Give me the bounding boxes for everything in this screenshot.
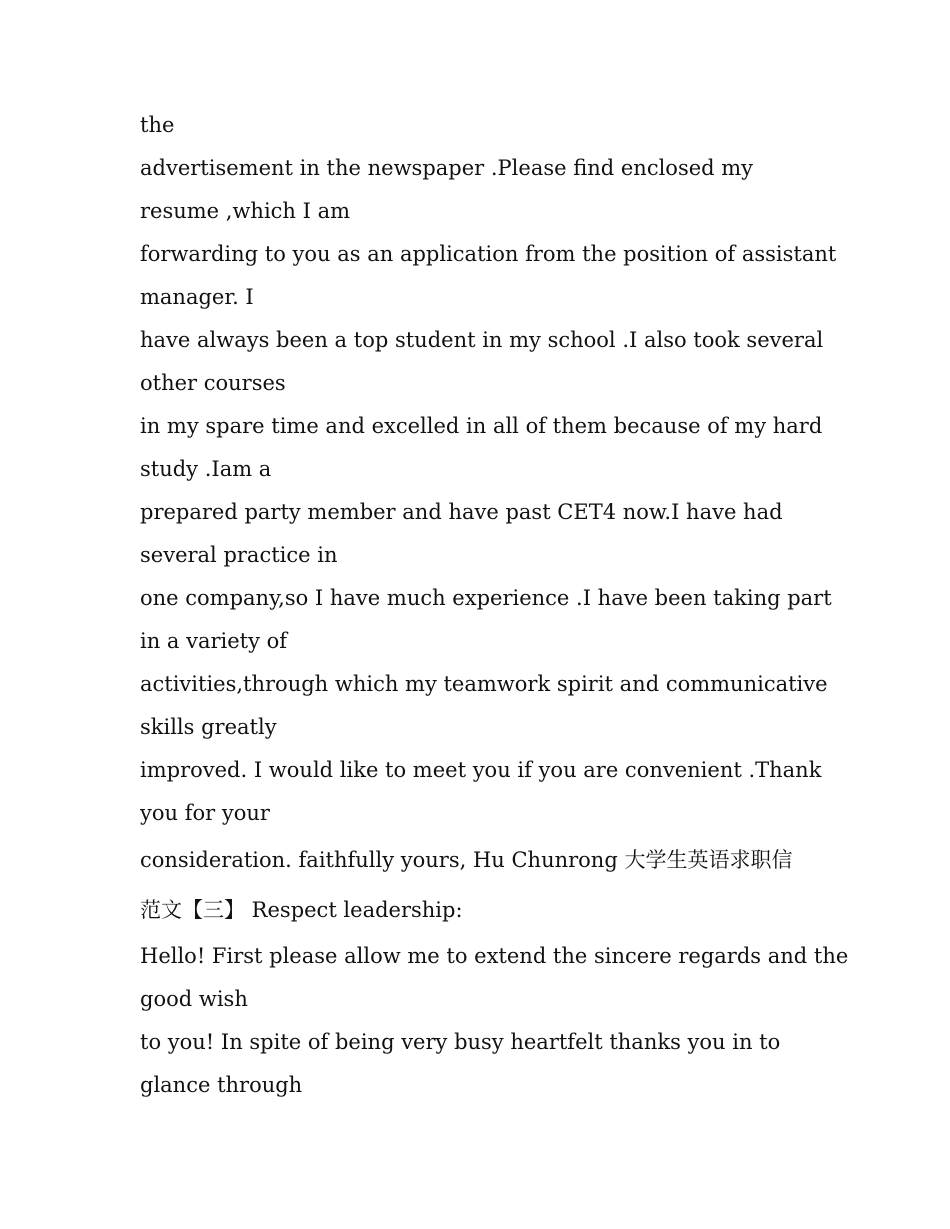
text-line: to you! In spite of being very busy heartfelt thanks you in to — [140, 1030, 781, 1054]
text-line: advertisement in the newspaper .Please find enclosed my — [140, 156, 754, 180]
text-line: in my spare time and excelled in all of them because of my hard — [140, 414, 823, 438]
text-line: several practice in — [140, 543, 338, 567]
text-line: study .Iam a — [140, 457, 272, 481]
text-line: other courses — [140, 371, 286, 395]
text-line: in a variety of — [140, 629, 288, 653]
text-line: 范文【三】 Respect leadership: — [140, 898, 463, 922]
text-line: manager. I — [140, 285, 254, 309]
text-line: have always been a top student in my school .I also took several — [140, 328, 824, 352]
text-line: consideration. faithfully yours, Hu Chunrong 大学生英语求职信 — [140, 848, 793, 872]
text-line: prepared party member and have past CET4 now.I have had — [140, 500, 783, 524]
text-line: skills greatly — [140, 715, 277, 739]
text-line: activities,through which my teamwork spirit and communicative — [140, 672, 828, 696]
text-line: one company,so I have much experience .I have been taking part — [140, 586, 832, 610]
text-line: improved. I would like to meet you if you are convenient .Thank — [140, 758, 822, 782]
text-line: Hello! First please allow me to extend the sincere regards and the — [140, 944, 849, 968]
document-body — [140, 104, 849, 1107]
text-line: the — [140, 113, 175, 137]
text-line: you for your — [140, 801, 270, 825]
text-line: forwarding to you as an application from the position of assistant — [140, 242, 837, 266]
text-line: resume ,which I am — [140, 199, 351, 223]
text-line: glance through — [140, 1073, 303, 1097]
text-line: good wish — [140, 987, 248, 1011]
